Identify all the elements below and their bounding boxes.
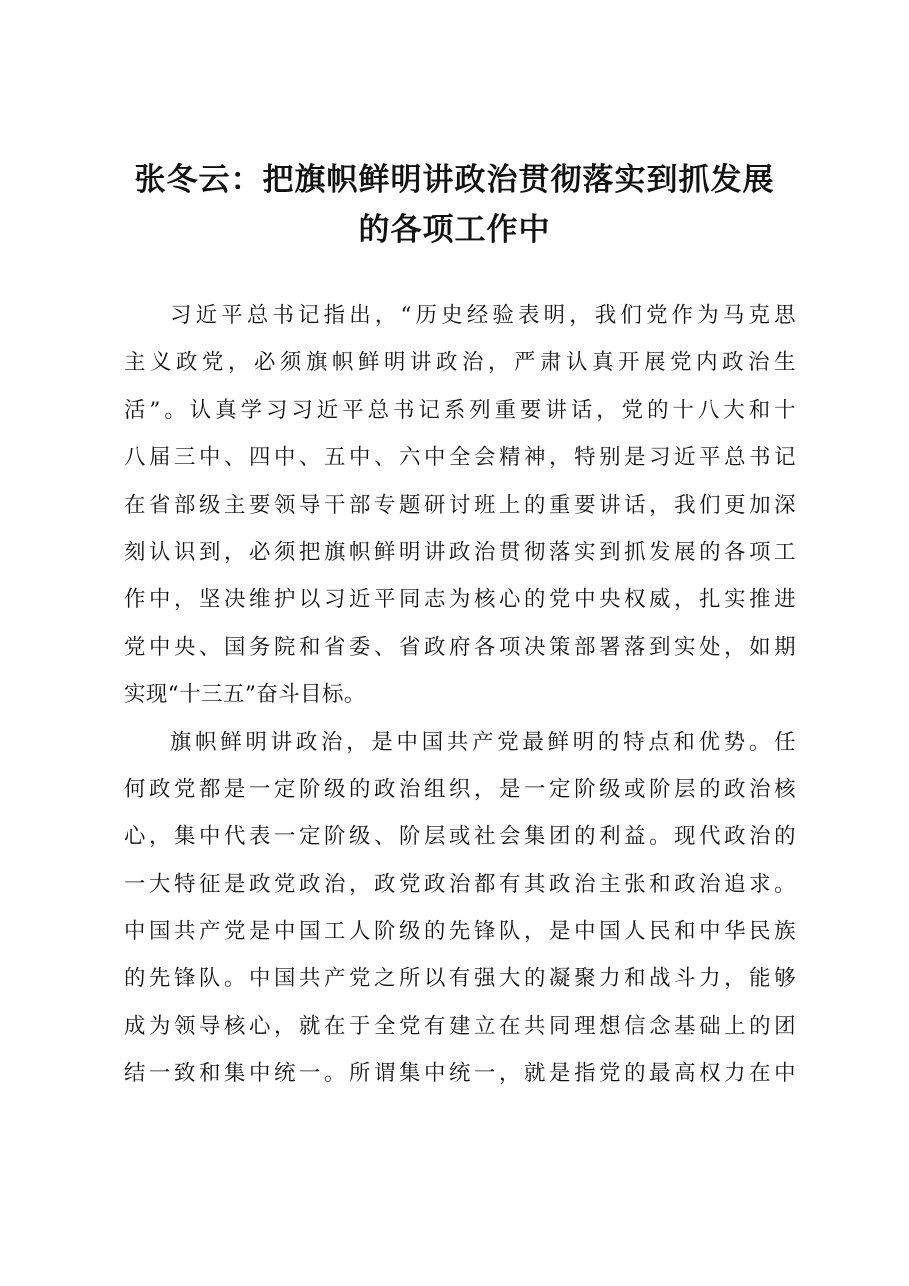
paragraph-line: 党中央、国务院和省委、省政府各项决策部署落到实处，如期 — [124, 634, 796, 660]
paragraph-line: 旗帜鲜明讲政治，是中国共产党最鲜明的特点和优势。任 — [170, 729, 796, 755]
paragraph-line: 成为领导核心，就在于全党有建立在共同理想信念基础上的团 — [124, 1013, 796, 1039]
title-line-1: 张冬云：把旗帜鲜明讲政治贯彻落实到抓发展 — [134, 162, 775, 198]
paragraph-line: 结一致和集中统一。所谓集中统一，就是指党的最高权力在中 — [124, 1061, 796, 1087]
paragraph-line: 主义政党，必须旗帜鲜明讲政治，严肃认真开展党内政治生 — [124, 350, 796, 376]
paragraph-line: 习近平总书记指出，“历史经验表明，我们党作为马克思 — [170, 303, 796, 328]
document-body — [124, 292, 796, 1098]
paragraph-line: 心，集中代表一定阶级、阶层或社会集团的利益。现代政治的 — [124, 824, 796, 850]
paragraph-line: 的先锋队。中国共产党之所以有强大的凝聚力和战斗力，能够 — [124, 966, 796, 992]
paragraph-line: 中国共产党是中国工人阶级的先锋队，是中国人民和中华民族 — [124, 919, 796, 945]
paragraph-line: 活”。认真学习习近平总书记系列重要讲话，党的十八大和十 — [124, 397, 796, 423]
paragraph-line: 八届三中、四中、五中、六中全会精神，特别是习近平总书记 — [124, 445, 796, 471]
paragraph-line: 实现“十三五”奋斗目标。 — [124, 682, 366, 708]
paragraph-line: 作中，坚决维护以习近平同志为核心的党中央权威，扎实推进 — [124, 587, 796, 613]
title-line-2: 的各项工作中 — [358, 212, 551, 248]
paragraph-line: 何政党都是一定阶级的政治组织，是一定阶级或阶层的政治核 — [124, 776, 796, 802]
paragraph-1 — [124, 292, 796, 719]
paragraph-2 — [124, 719, 796, 1098]
paragraph-line: 刻认识到，必须把旗帜鲜明讲政治贯彻落实到抓发展的各项工 — [124, 539, 796, 565]
document-title — [60, 155, 849, 255]
paragraph-line: 在省部级主要领导干部专题研讨班上的重要讲话，我们更加深 — [124, 492, 796, 518]
paragraph-line: 一大特征是政党政治，政党政治都有其政治主张和政治追求。 — [124, 871, 796, 897]
